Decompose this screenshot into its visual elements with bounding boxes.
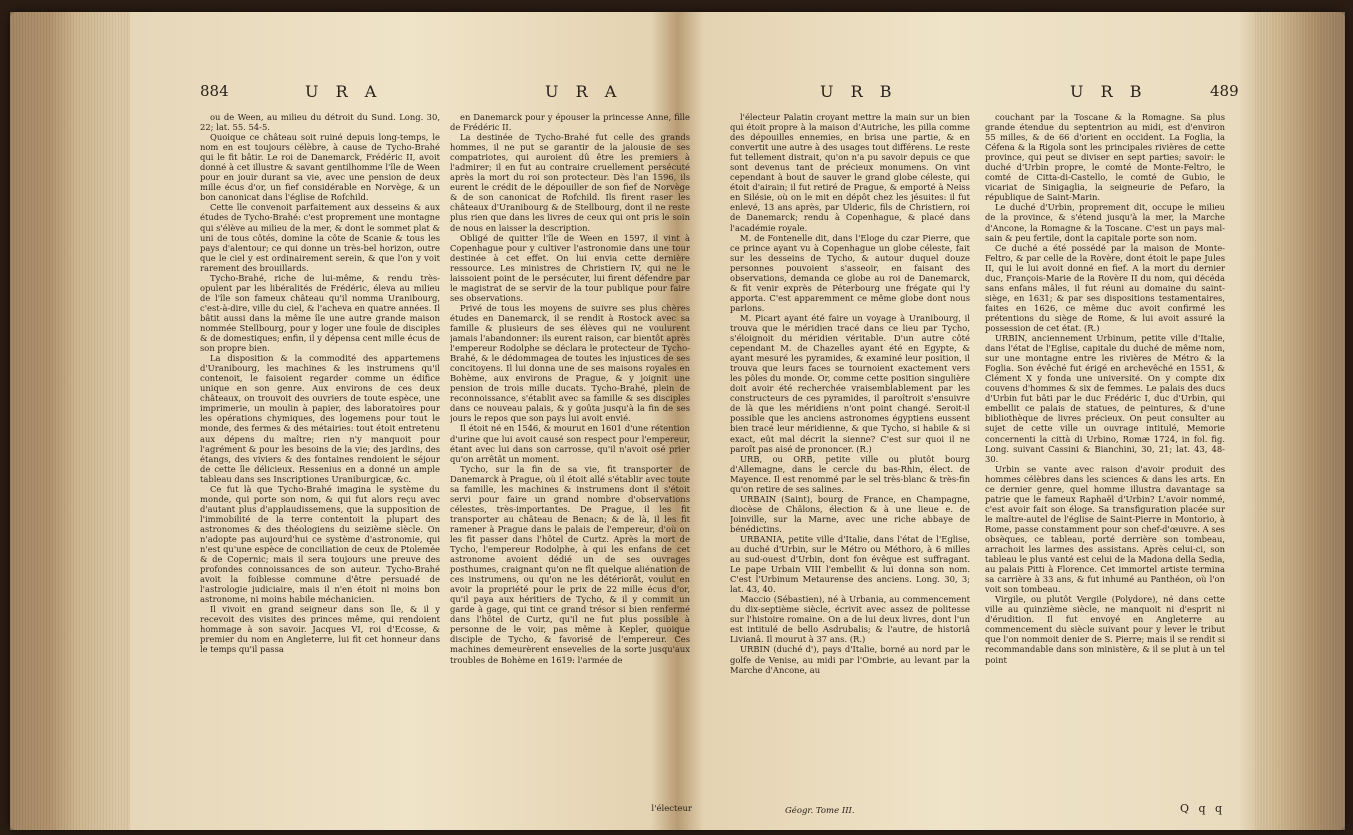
left-page (130, 12, 700, 830)
paragraph: Ce fut là que Tycho-Brahé imagina le système du monde, qui porte son nom, & qui fut alors reçu avec d'autant plus d'applaudissemens, que la supposition de l'immobilité de la terre contentoit la plupart des astronomes & des théologiens du seizième siècle. On n'adopte pas aujourd'hui ce système d'astronomie, qui n'est qu'une espèce de conciliation de ceux de Ptolemée & de Copernic; mais il sera toujours une preuve des profondes connoissances de son auteur. Tycho-Brahé avoit la foiblesse commune d'être persuadé de l'astrologie judiciaire, mais il n'en étoit ni moins bon astronome, ni moins habile méchanicien. (200, 483, 440, 605)
paragraph: M. de Fontenelle dit, dans l'Eloge du czar Pierre, que ce prince ayant vu à Copenhague un globe céleste, fait sur les desseins de Tycho, & autour duquel douze personnes pouvoient s'asseoir, en faisant des observations, demanda ce globe au roi de Danemarck, & fit venir exprès de Péterbourg une frégate qui l'y apporta. C'est apparemment ce même globe dont nous parlons. (730, 232, 970, 313)
left-page-header (130, 82, 700, 106)
paragraph: Obligé de quitter l'île de Ween en 1597, il vint à Copenhague pour y cultiver l'astronomie dans une tour destinée à cet effet. On lui envia cette dernière ressource. Les ministres de Christiern IV, qui ne le laissoient point de le persécuter, lui firent défendre par le magistrat de se servir de la tour publique pour faire ses observations. (450, 232, 690, 303)
paragraph: URB, ou ORB, petite ville ou plutôt bourg d'Allemagne, dans le cercle du bas-Rhin, élect. de Mayence. Il est renommé par le sel très-blanc & très-fin qu'on retire de ses salines. (730, 453, 970, 494)
paragraph: URBIN (duché d'), pays d'Italie, borné au nord par le golfe de Venise, au midi par l'Ombrie, au levant par la Marche d'Ancone, au (730, 644, 970, 675)
signature-mark: Q q q (1180, 802, 1226, 815)
paragraph: Maccio (Sébastien), né à Urbania, au commencement du dix-septième siècle, écrivit avec assez de politesse sur l'histoire romaine. On a de lui deux livres, dont l'un est intitulé de bello Asdrubalis; & l'autre, de historiâ Livianâ. Il mourut à 37 ans. (R.) (730, 594, 970, 645)
open-book (10, 12, 1345, 830)
paragraph: Ce duché a été possédé par la maison de Monte-Feltro, & par celle de la Rovère, dont étoit le pape Jules II, qui le lui avoit donné en fief. A la mort du dernier duc, François-Marie de la Rovère II du nom, qui décéda sans enfans mâles, il fut réuni au domaine du saint-siège, en 1631; & par ses dispositions testamentaires, faites en 1626, ce même duc avoit confirmé les prétentions du siège de Rome, & lui avoit assuré la possession de cet état. (R.) (985, 242, 1225, 333)
page-edges-left (10, 12, 130, 830)
paragraph: URBANIA, petite ville d'Italie, dans l'état de l'Eglise, au duché d'Urbin, sur le Métro ou Méthoro, à 6 milles au sud-ouest d'Urbin, dont fon évêque est suffragant. Le pape Urbain VIII l'embellit & lui donna son nom. C'est l'Urbinum Metaurense des anciens. Long. 30, 3; lat. 43, 40. (730, 533, 970, 595)
text-column-1 (200, 112, 440, 802)
paragraph: Cette île convenoit parfaitement aux desseins & aux études de Tycho-Brahé: c'est proprement une montagne qui s'élève au milieu de la mer, & dont le sommet plat & uni de tous côtés, domine la côte de Scanie & tous les pays d'alentour; ce qui donne un très-bel horizon, outre que le ciel y est ordinairement serein, & que l'on y voit rarement des brouillards. (200, 202, 440, 273)
right-page (710, 12, 1270, 830)
paragraph: Il étoit né en 1546, & mourut en 1601 d'une rétention d'urine que lui avoit causé son respect pour l'empereur, étant avec lui dans son carrosse, qu'il n'avoit osé prier qu'on arrêtât un moment. (450, 423, 690, 464)
paragraph: URBIN, anciennement Urbinum, petite ville d'Italie, dans l'état de l'Eglise, capitale du duché de même nom, sur une montagne entre les rivières de Métro & la Foglia. Son évêché fut érigé en archevêché en 1551, & Clément X y fonda une université. On y compte dix couvens d'hommes & six de femmes. Le palais des ducs d'Urbin fut bâti par le duc Frédéric I, duc d'Urbin, qui embellit ce palais de statues, de peintures, & d'une bibliothèque de livres précieux. On peut consulter au sujet de cette ville un ouvrage intitulé, Memorie concernenti la città di Urbino, Romæ 1724, in fol. fig. Long. suivant Cassini & Bianchini, 30, 21; lat. 43, 48-30. (985, 333, 1225, 464)
running-head: U R A (545, 82, 623, 101)
paragraph: Urbin se vante avec raison d'avoir produit des hommes célèbres dans les sciences & dans les arts. En ce dernier genre, quel homme illustra davantage sa patrie que le fameux Raphaël d'Urbin? L'avoir nommé, c'est avoir fait son éloge. Sa transfiguration placée sur le maître-autel de l'église de Saint-Pierre in Montorio, à Rome, passe constamment pour son chef-d'œuvre. A ses obsèques, ce tableau, porté derrière son tombeau, arrachoit les larmes des assistans. Après celui-ci, son tableau le plus vanté est celui de la Madona della Sedia, au palais Pitti à Florence. Cet immortel artiste termina sa carrière à 33 ans, & fut inhumé au Panthéon, où l'on voit son tombeau. (985, 463, 1225, 595)
paragraph: M. Picart ayant été faire un voyage à Uranibourg, il trouva que le méridien tracé dans ce lieu par Tycho, s'éloignoit du méridien véritable. D'un autre côté cependant M. de Chazelles ayant été en Egypte, & ayant mesuré les pyramides, & examiné leur position, il trouva que leurs faces se tournoient exactement vers les pôles du monde. Or, comme cette position singulière doit avoir été recherchée vraisemblablement par les constructeurs de ces pyramides, il paroîtroit s'ensuivre de là que les méridiens n'ont point changé. Seroit-il possible que les anciens astronomes égyptiens eussent bien tracé leur méridienne, & que Tycho, si habile & si exact, eût mal décrit la sienne? C'est sur quoi il ne paroît pas aisé de prononcer. (R.) (730, 312, 970, 454)
running-head: U R B (1070, 82, 1148, 101)
paragraph: Le duché d'Urbin, proprement dit, occupe le milieu de la province, & s'étend jusqu'à la mer, la Marche d'Ancone, la Romagne & la Toscane. C'est un pays mal-sain & peu fertile, dont la capitale porte son nom. (985, 202, 1225, 243)
text-column-1 (730, 112, 970, 802)
paragraph: l'électeur Palatin croyant mettre la main sur un bien qui étoit propre à la maison d'Autriche, les pilla comme des dépouilles ennemies, en brisa une partie, & en convertit une autre à des usages tout différens. Le reste fut tellement distrait, qu'on n'a pu savoir depuis ce que sont devenus tant de précieux monumens. On vint cependant à bout de sauver le grand globe céleste, qui étoit d'airain; il fut retiré de Prague, & emporté à Neiss en Silésie, où on le mit en dépôt chez les jésuites: il fut enlevé, 13 ans après, par Ulderic, fils de Christiern, roi de Danemarck; rendu à Copenhague, & placé dans l'académie royale. (730, 112, 970, 233)
page-number: 489 (1210, 82, 1239, 100)
running-head: U R B (820, 82, 898, 101)
text-column-2 (985, 112, 1225, 802)
running-head: U R A (305, 82, 383, 101)
paragraph: Tycho-Brahé, riche de lui-même, & rendu très-opulent par les libéralités de Frédéric, éleva au milieu de l'île son fameux château qu'il nomma Uranibourg, c'est-à-dire, ville du ciel, & l'acheva en quatre années. Il bâtit aussi dans la même île une autre grande maison nommée Stellbourg, pour y loger une foule de disciples & de domestiques; enfin, il y dépensa cent mille écus de son propre bien. (200, 272, 440, 354)
paragraph: Quoique ce château soit ruiné depuis long-temps, le nom en est toujours célèbre, à cause de Tycho-Brahé qui le fit bâtir. Le roi de Danemarck, Frédéric II, avoit donné à cet illustre & savant gentilhomme l'île de Ween pour en jouir durant sa vie, avec une pension de deux mille écus d'or, un fief considérable en Norvège, & un bon canonicat dans l'église de Rofchild. (200, 132, 440, 203)
paragraph: en Danemarck pour y épouser la princesse Anne, fille de Frédéric II. (450, 112, 690, 133)
paragraph: La disposition & la commodité des appartemens d'Uranibourg, les machines & les instrumens qu'il contenoit, le faisoient regarder comme un édifice unique en son genre. Aux environs de ces deux châteaux, on trouvoit des ouvriers de toute espèce, une imprimerie, un moulin à papier, des laboratoires pour les opérations chymiques, des logemens pour tout le monde, des fermes & des métairies: tout étoit entretenu aux dépens du maître; rien n'y manquoit pour l'agrément & pour les besoins de la vie; des jardins, des étangs, des viviers & des fontaines rendoient le séjour de cette île délicieux. Ressenius en a donné un ample tableau dans ses Inscriptiones Uraniburgicæ, &c. (200, 353, 440, 484)
paragraph: Virgile, ou plutôt Vergile (Polydore), né dans cette ville au quinzième siècle, ne manquoit ni d'esprit ni d'érudition. Il fut envoyé en Angleterre au commencement du siècle suivant pour y lever le tribut que l'on nommoit denier de S. Pierre; mais il se rendit si recommandable dans son ministère, & il se plut à un tel point (985, 594, 1225, 665)
volume-footer: Géogr. Tome III. (785, 806, 855, 816)
paragraph: couchant par la Toscane & la Romagne. Sa plus grande étendue du septentrion au midi, est d'environ 55 milles, & de 66 d'orient en occident. La Foglia, la Céfena & la Rigola sont les principales rivières de cette province, qui peut se diviser en sept parties; savoir: le duché d'Urbin propre, le comté de Monte-Feltro, le comté de Citta-di-Castello, le comté de Gubio, le vicariat de Sinigaglia, la seigneurie de Pefaro, la république de Saint-Marin. (985, 112, 1225, 203)
page-number: 884 (200, 82, 229, 100)
paragraph: La destinée de Tycho-Brahé fut celle des grands hommes, il ne put se garantir de la jalousie de ses compatriotes, qui auroient dû être les premiers à l'admirer; il en fut au contraire cruellement persécuté après la mort du roi son protecteur. Dès l'an 1596, ils eurent le crédit de le dépouiller de son fief de Norvège & de son canonicat de Rofchild. Ils firent raser les châteaux d'Uranibourg & de Stellbourg, dont il ne reste plus rien que dans les livres de ceux qui ont pris le soin de nous en laisser la description. (450, 132, 690, 233)
paragraph: Tycho, sur la fin de sa vie, fit transporter de Danemarck à Prague, où il étoit allé s'établir avec toute sa famille, les machines & instrumens dont il s'étoit servi pour faire un grand nombre d'observations célestes, très-importantes. De Prague, il les fit transporter au château de Benacn; & de là, il les fit ramener à Prague dans le palais de l'empereur, d'où on les fit passer dans l'hôtel de Curtz. Après la mort de Tycho, l'empereur Rodolphe, à qui les enfans de cet astronome avoient dédié un de ses ouvrages posthumes, craignant qu'on ne fît quelque aliénation de ces instrumens, ou qu'on ne les détériorât, voulut en avoir la propriété pour le prix de 22 mille écus d'or, qu'il paya aux héritiers de Tycho, & il y commit un garde à gage, qui tint ce grand trésor si bien renfermé dans l'hôtel de Curtz, qu'il ne fut plus possible à personne de le voir, pas même à Kepler, quoique disciple de Tycho, & favorisé de l'empereur. Ces machines demeurèrent ensevelies de la sorte jusqu'aux troubles de Bohème en 1619: l'armée de (450, 463, 690, 665)
paragraph: ou de Ween, au milieu du détroit du Sund. Long. 30, 22; lat. 55. 54-5. (200, 112, 440, 133)
text-column-2 (450, 112, 690, 802)
paragraph: Il vivoit en grand seigneur dans son île, & il y recevoit des visites des princes même, qui rendoient hommage à son savoir. Jacques VI, roi d'Ecosse, & premier du nom en Angleterre, lui fit cet honneur dans le temps qu'il passa (200, 604, 440, 655)
right-page-header (710, 82, 1270, 106)
paragraph: Privé de tous les moyens de suivre ses plus chères études en Danemarck, il se rendit à Rostock avec sa famille & plusieurs de ses élèves qui ne voulurent jamais l'abandonner: ils eurent raison, car bientôt après l'empereur Rodolphe se déclara le protecteur de Tycho-Brahé, & le dédommagea de toutes les injustices de ses concitoyens. Il lui donna une de ses maisons royales en Bohème, aux environs de Prague, & y joignit une pension de trois mille ducats. Tycho-Brahé, plein de reconnoissance, s'établit avec sa famille & ses disciples dans ce nouveau palais, & y goûta jusqu'à la fin de ses jours le repos que son pays lui avoit envié. (450, 302, 690, 424)
catchword: l'électeur (651, 804, 692, 814)
paragraph: URBAIN (Saint), bourg de France, en Champagne, diocèse de Châlons, élection & à une lieue e. de Joinville, sur la Marne, avec une riche abbaye de bénédictins. (730, 493, 970, 534)
